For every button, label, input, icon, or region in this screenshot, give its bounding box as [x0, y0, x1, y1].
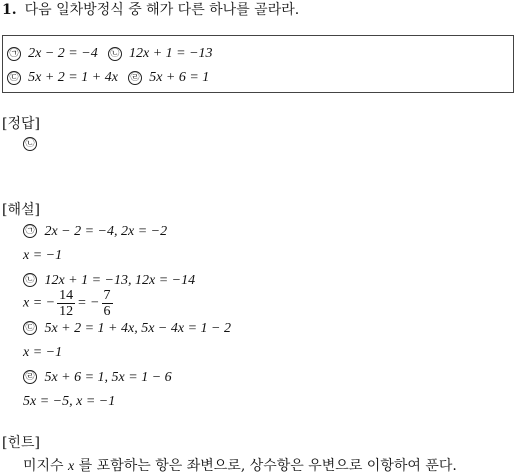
option-equation-2: 12x + 1 = −13	[128, 46, 213, 61]
solution-d-line1	[23, 369, 172, 386]
hint-variable: x	[68, 459, 75, 474]
options-row-2	[7, 70, 209, 86]
solution-c-equation: 5x + 2 = 1 + 4x, 5x − 4x = 1 − 2	[44, 321, 231, 336]
solution-b-line2	[23, 288, 115, 319]
option-equation-4: 5x + 6 = 1	[149, 70, 210, 85]
solution-d-line2: 5x = −5, x = −1	[23, 394, 116, 409]
solution-c-line1	[23, 320, 231, 337]
option-marker-2: ㉡	[108, 47, 122, 61]
solution-a-line1	[23, 223, 167, 240]
fraction-7-6	[102, 288, 113, 319]
fraction-numerator: 14	[59, 288, 74, 303]
hint-text	[23, 455, 457, 475]
solution-header: [해설]	[2, 202, 40, 218]
options-box	[2, 35, 514, 93]
hint-text-pre: 미지수	[23, 458, 69, 474]
answer-value-line	[23, 136, 40, 152]
solution-b-prefix: x = −	[23, 295, 56, 311]
solution-c-line2: x = −1	[23, 345, 63, 360]
option-equation-1: 2x − 2 = −4	[28, 46, 98, 61]
fraction-denominator: 12	[59, 304, 74, 319]
solution-a-line2: x = −1	[23, 248, 63, 263]
fraction-numerator: 7	[103, 288, 111, 303]
answer-header: [정답]	[2, 116, 40, 132]
question-number: 1.	[2, 2, 17, 18]
hint-header: [힌트]	[2, 435, 40, 451]
fraction-14-12	[57, 288, 75, 319]
option-marker-4: ㉣	[128, 71, 142, 85]
solution-marker-c: ㉢	[23, 321, 37, 335]
option-equation-3: 5x + 2 = 1 + 4x	[28, 70, 118, 85]
options-row-1	[7, 46, 213, 62]
solution-b-line1	[23, 272, 195, 289]
question-text: 다음 일차방정식 중 해가 다른 하나를 골라라.	[24, 2, 300, 18]
solution-a-equation: 2x − 2 = −4, 2x = −2	[44, 224, 168, 239]
solution-b-mid: = −	[77, 295, 100, 311]
solution-d-equation: 5x + 6 = 1, 5x = 1 − 6	[44, 370, 172, 385]
option-marker-3: ㉢	[7, 71, 21, 85]
option-marker-1: ㉠	[7, 47, 21, 61]
solution-b-equation: 12x + 1 = −13, 12x = −14	[44, 273, 196, 288]
solution-marker-d: ㉣	[23, 370, 37, 384]
answer-marker: ㉡	[23, 137, 37, 151]
solution-marker-b: ㉡	[23, 273, 37, 287]
question-line	[2, 0, 299, 19]
solution-marker-a: ㉠	[23, 224, 37, 238]
fraction-denominator: 6	[103, 304, 111, 319]
hint-text-post: 를 포함하는 항은 좌변으로, 상수항은 우변으로 이항하여 푼다.	[74, 458, 457, 474]
